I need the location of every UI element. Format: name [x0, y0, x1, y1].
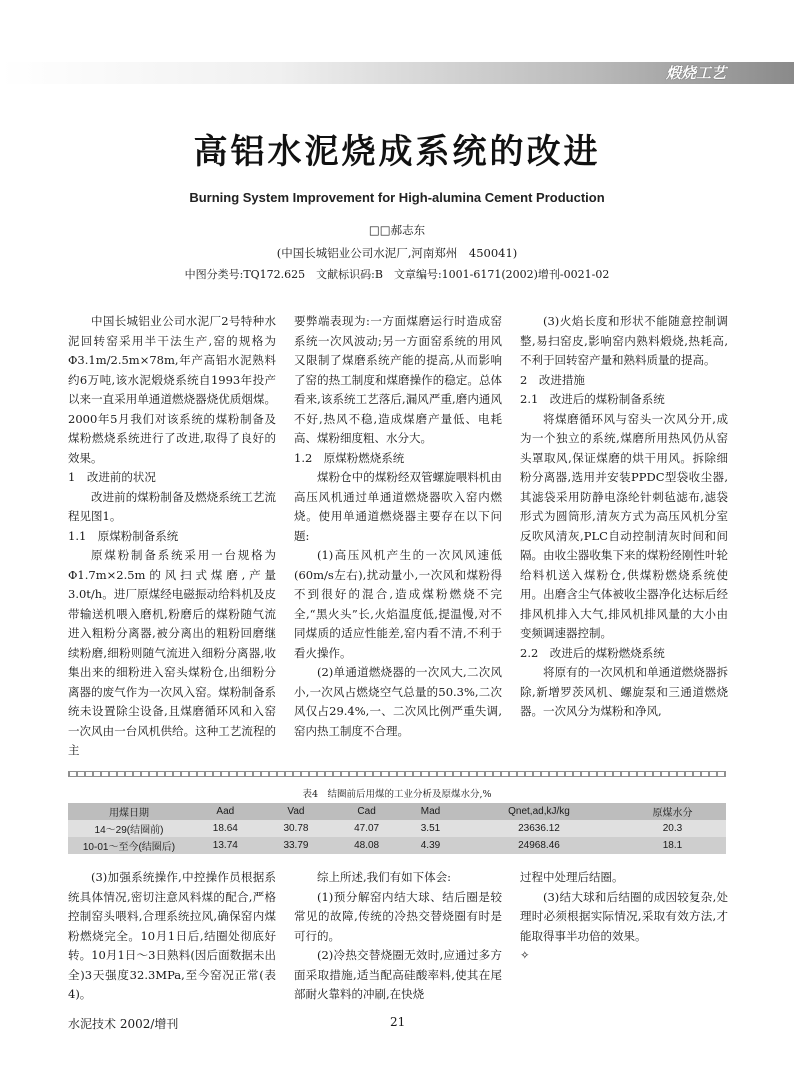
table-cell: 33.79 [283, 840, 309, 851]
subsection-heading: 2.2 改进后的煤粉燃烧系统 [520, 645, 665, 660]
paragraph: (3)加强系统操作,中控操作员根据系统具体情况,密切注意风料煤的配合,严格控制窑头喂料,合理系统拉风,确保窑内煤粉燃烧完全。10月1日后,结圈处彻底好转。10月1日～3日熟料(因后面数据未出全)3天强度32.3MPa,至今窑况正常(表4)。 [68, 870, 276, 1001]
table-header-cell: Cad [357, 806, 376, 817]
section-divider [68, 771, 726, 777]
table-row [68, 837, 726, 854]
section-tag: 煅烧工艺 [665, 64, 726, 82]
paragraph: (2)单通道燃烧器的一次风大,二次风小,一次风占燃烧空气总量的50.3%,二次风仅占29.4%,一、二次风比例严重失调,窑内热工制度不合理。 [294, 665, 502, 738]
paragraph: (3)结大球和后结圈的成因较复杂,处理时必须根据实际情况,采取有效方法,才能取得事半功倍的效果。 [520, 889, 728, 943]
subsection-heading: 2.1 改进后的煤粉制备系统 [520, 392, 665, 406]
table-cell: 3.51 [420, 823, 441, 834]
classification-line: 中图分类号:TQ172.625 文献标识码:B 文章编号:1001-6171(2002)增刊-0021-02 [184, 268, 610, 281]
column-2 [294, 312, 502, 741]
paragraph: 改进前的煤粉制备及燃烧系统工艺流程见图1。 [68, 489, 276, 523]
table-cell: 30.78 [283, 823, 309, 834]
paragraph: 综上所述,我们有如下体会: [317, 870, 452, 884]
table-cell: 47.07 [354, 823, 380, 834]
table-header-cell: Qnet,ad,kJ/kg [508, 806, 570, 817]
table-cell: 18.64 [212, 823, 238, 834]
affiliation-line: (中国长城铝业公司水泥厂,河南郑州 450041) [276, 246, 518, 260]
section-heading: 2 改进措施 [520, 372, 585, 387]
table-header-cell: Mad [420, 806, 441, 817]
column-3 [520, 312, 728, 722]
column-6 [520, 868, 728, 966]
table-header-cell: Vad [287, 806, 305, 817]
paragraph: (2)冷热交替烧圈无效时,应通过多方面采取措施,适当配高硅酸率料,使其在尾部耐火靠料的冲刷,在快烧 [294, 948, 502, 1001]
paragraph: 煤粉仓中的煤粉经双管螺旋喂料机由高压风机通过单通道燃烧器吹入窑内燃烧。使用单通道燃烧器主要存在以下问题: [294, 470, 502, 543]
journal-footer: 水泥技术 2002/增刊 [68, 1017, 179, 1031]
paragraph: (3)火焰长度和形状不能随意控制调整,易扫窑皮,影响窑内熟料煅烧,热耗高,不利于回转窑产量和熟料质量的提高。 [520, 314, 728, 367]
table-cell: 20.3 [662, 823, 683, 834]
section-heading: 1 改进前的状况 [68, 470, 156, 484]
table-cell: 18.1 [662, 840, 683, 851]
end-mark-icon: ✧ [520, 948, 530, 962]
column-5 [294, 868, 502, 1005]
table-caption: 表4 结圈前后用煤的工业分析及原煤水分,% [302, 789, 492, 800]
paragraph: 将煤磨循环风与窑头一次风分开,成为一个独立的系统,煤磨所用热风仍从窑头罩取风,保证煤磨的烘干用风。拆除细粉分离器,选用并安装PPDC型袋收尘器,其滤袋采用防静电涤纶针刺毡滤布,滤袋形式为圆筒形,清灰方式为高压风机分室反吹风清灰,PLC自动控制清灰时间和间隔。由收尘器收集下来的煤粉经刚性叶轮给料机送入煤粉仓,供煤粉燃烧系统使用。出磨含尘气体被收尘器净化达标后经排风机排入大气,排风机排风量的大小由变频调速器控制。 [520, 411, 728, 640]
table-cell: 10-01～至今(结圈后) [82, 842, 176, 853]
article-title-english: Burning System Improvement for High-alumina Cement Production [189, 190, 605, 205]
paragraph: 过程中处理后结圈。 [520, 870, 624, 884]
paragraph: 要弊端表现为:一方面煤磨运行时造成窑系统一次风波动;另一方面窑系统的用风又限制了煤磨系统产能的提高,从而影响了窑的热工制度和煤磨操作的稳定。总体看来,该系统工艺落后,漏风严重,磨内通风不好,热风不稳,造成煤磨产量低、电耗高、煤粉细度粗、水分大。 [294, 314, 502, 445]
table-header-cell: 用煤日期 [109, 808, 149, 819]
table-header-row [68, 803, 726, 820]
table-row [68, 820, 726, 837]
author-line: □□郝志东 [368, 223, 426, 237]
table-cell: 4.39 [420, 840, 441, 851]
table-cell: 24968.46 [518, 840, 560, 851]
article-title: 高铝水泥烧成系统的改进 [193, 132, 601, 172]
table-cell: 23636.12 [518, 823, 560, 834]
paragraph: 将原有的一次风机和单通道燃烧器拆除,新增罗茨风机、螺旋泵和三通道燃烧器。一次风分为煤粉和净风, [520, 665, 728, 718]
table-header-cell: 原煤水分 [652, 808, 693, 819]
coal-analysis-table [68, 803, 726, 854]
table-cell: 48.08 [354, 840, 380, 851]
subsection-heading: 1.1 原煤粉制备系统 [68, 528, 179, 543]
paragraph: 原煤粉制备系统采用一台规格为Φ1.7m×2.5m的风扫式煤磨,产量3.0t/h。进厂原煤经电磁振动给料机及皮带输送机喂入磨机,粉磨后的煤粉随气流进入粗粉分离器,被分离出的粗粉回磨继续粉磨,细粉则随气流进入细粉分离器,收集出来的细粉进入窑头煤粉仓,出细粉分离器的废气作为一次风入窑。煤粉制备系统未设置除尘设备,且煤磨循环风和入窑一次风由一台风机供给。这种工艺流程的主 [68, 548, 276, 757]
table-cell: 14～29(结圈前) [94, 825, 164, 836]
paragraph: 中国长城铝业公司水泥厂2号特种水泥回转窑采用半干法生产,窑的规格为Φ3.1m/2.5m×78m,年产高铝水泥熟料约6万吨,该水泥煅烧系统自1993年投产以来一直采用单通道燃烧器烧优质烟煤。2000年5月我们对该系统的煤粉制备及煤粉燃烧系统进行了改进,取得了良好的效果。 [68, 314, 276, 465]
paragraph: (1)高压风机产生的一次风风速低(60m/s左右),扰动量小,一次风和煤粉得不到很好的混合,造成煤粉燃烧不完全,“黑火头”长,火焰温度低,提温慢,对不同煤质的适应性能差,窑内看不清,不利于看火操作。 [294, 548, 502, 660]
table-header-cell: Aad [216, 806, 235, 817]
column-1 [68, 312, 276, 761]
page-number: 21 [390, 1015, 406, 1029]
subsection-heading: 1.2 原煤粉燃烧系统 [294, 450, 405, 465]
table-cell: 13.74 [212, 840, 238, 851]
column-4 [68, 868, 276, 1005]
paragraph: (1)预分解窑内结大球、结后圈是较常见的故障,传统的冷热交替烧圈有时是可行的。 [294, 889, 502, 943]
